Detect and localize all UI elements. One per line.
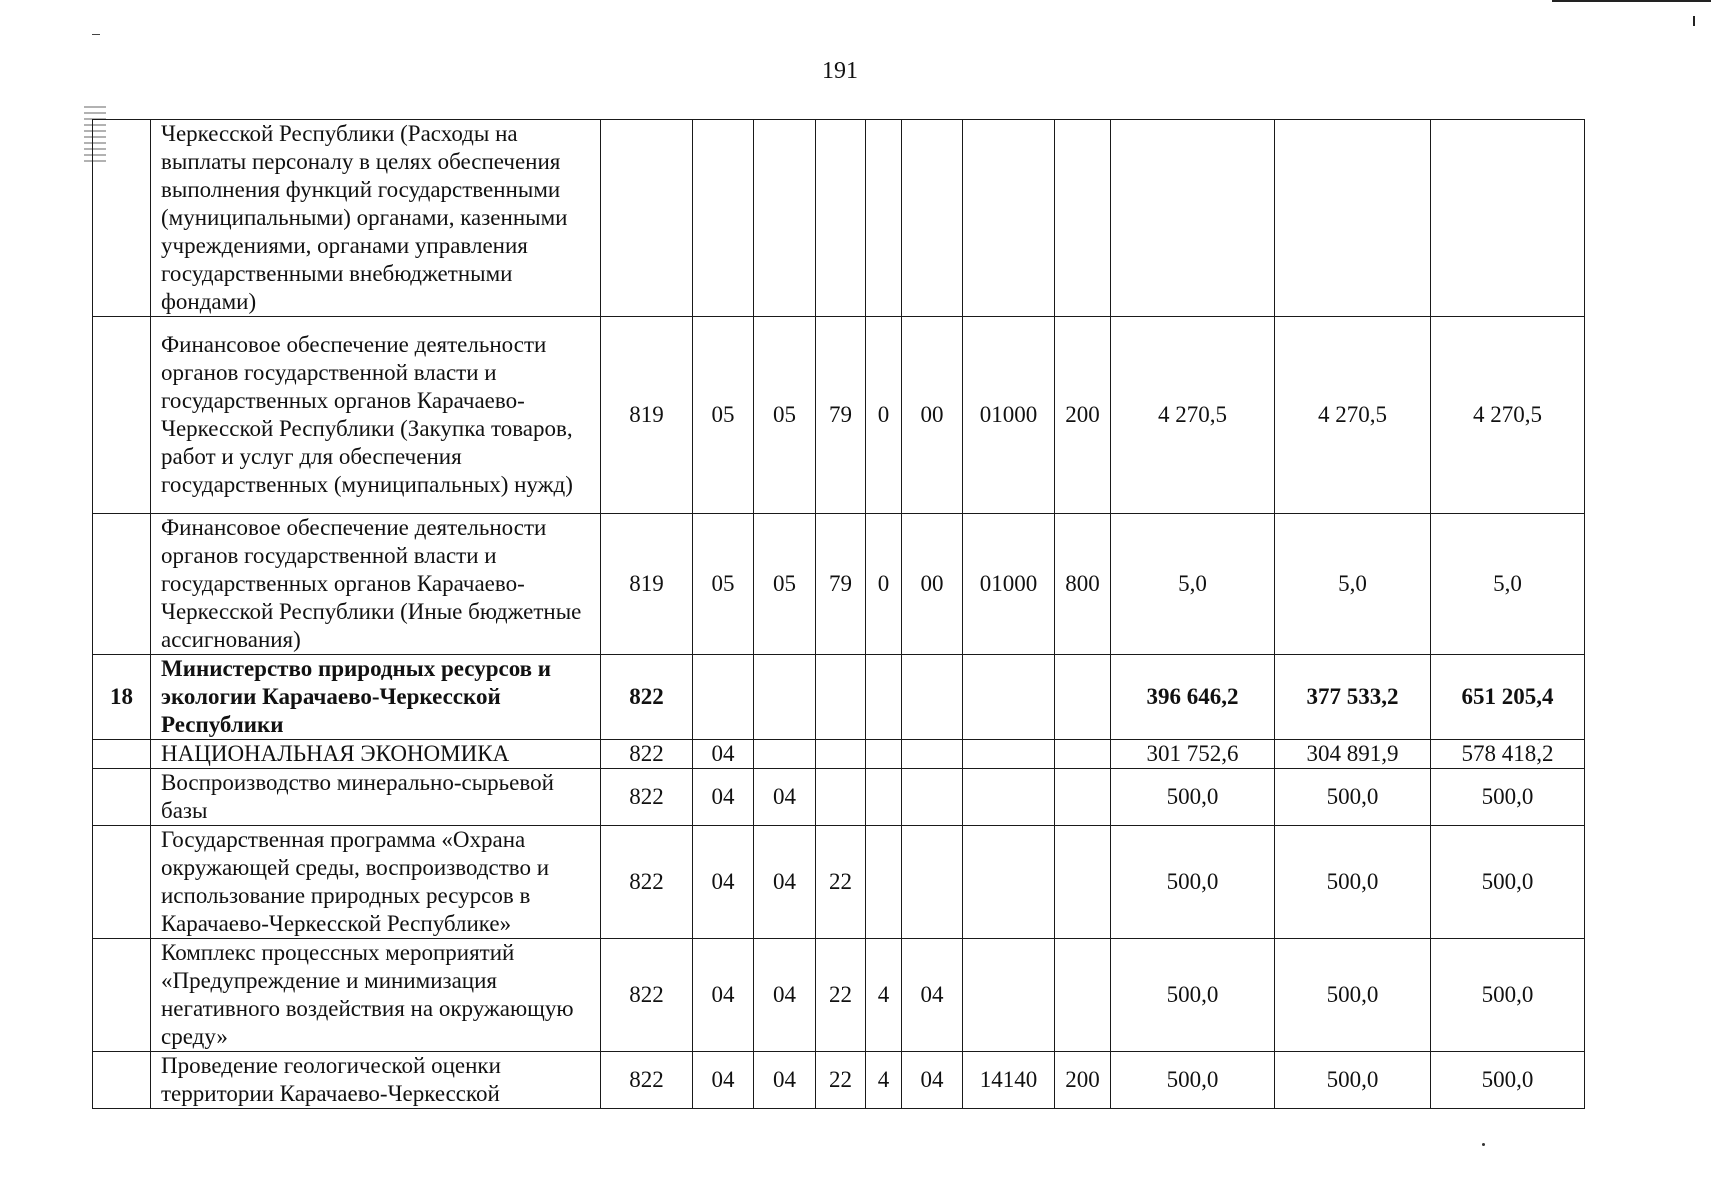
scan-artifact-tick	[1693, 16, 1695, 26]
item-name-cell: Черкесской Республики (Расходы на выплаты персоналу в целях обеспечения выполнения функций государственными (муниципальными) органами, казенными учреждениями, органами управления государственными внебюджетными фондами)	[151, 120, 601, 317]
expense-type-cell	[1055, 740, 1111, 769]
measure-code-cell	[902, 120, 963, 317]
ministry-code-cell	[601, 120, 693, 317]
section-code-cell: 04	[693, 939, 754, 1052]
expense-type-cell	[1055, 826, 1111, 939]
table-row	[93, 826, 1585, 939]
amount-year3-cell: 5,0	[1431, 514, 1585, 655]
amount-year3-cell: 500,0	[1431, 1052, 1585, 1109]
measure-code-cell	[902, 740, 963, 769]
ministry-code-cell: 822	[601, 939, 693, 1052]
section-code-cell: 04	[693, 740, 754, 769]
subsection-code-cell: 05	[754, 317, 816, 514]
subprogram-code-cell: 0	[866, 514, 902, 655]
program-code-cell	[816, 655, 866, 740]
amount-year3-cell: 500,0	[1431, 826, 1585, 939]
expense-type-cell	[1055, 655, 1111, 740]
ministry-code-cell: 822	[601, 826, 693, 939]
program-code-cell: 79	[816, 317, 866, 514]
item-name-cell: Министерство природных ресурсов и экологии Карачаево-Черкесской Республики	[151, 655, 601, 740]
subprogram-code-cell	[866, 740, 902, 769]
section-code-cell: 04	[693, 826, 754, 939]
table-row	[93, 1052, 1585, 1109]
item-name-cell: Проведение геологической оценки территории Карачаево-Черкесской	[151, 1052, 601, 1109]
direction-code-cell: 01000	[963, 514, 1055, 655]
ministry-code-cell: 822	[601, 769, 693, 826]
amount-year3-cell: 651 205,4	[1431, 655, 1585, 740]
table-row	[93, 939, 1585, 1052]
amount-year1-cell: 500,0	[1111, 826, 1275, 939]
amount-year1-cell: 500,0	[1111, 769, 1275, 826]
amount-year3-cell	[1431, 120, 1585, 317]
table-row	[93, 740, 1585, 769]
row-number-cell	[93, 120, 151, 317]
section-code-cell: 05	[693, 317, 754, 514]
ministry-code-cell: 822	[601, 655, 693, 740]
row-number-cell	[93, 317, 151, 514]
subsection-code-cell: 04	[754, 939, 816, 1052]
program-code-cell: 79	[816, 514, 866, 655]
amount-year1-cell: 4 270,5	[1111, 317, 1275, 514]
item-name-cell: НАЦИОНАЛЬНАЯ ЭКОНОМИКА	[151, 740, 601, 769]
subprogram-code-cell	[866, 769, 902, 826]
scan-artifact-line	[1552, 0, 1711, 2]
subprogram-code-cell: 4	[866, 939, 902, 1052]
measure-code-cell: 00	[902, 514, 963, 655]
amount-year2-cell	[1275, 120, 1431, 317]
subsection-code-cell	[754, 740, 816, 769]
amount-year2-cell: 5,0	[1275, 514, 1431, 655]
table-row	[93, 120, 1585, 317]
subprogram-code-cell	[866, 826, 902, 939]
amount-year2-cell: 500,0	[1275, 1052, 1431, 1109]
amount-year3-cell: 500,0	[1431, 769, 1585, 826]
program-code-cell: 22	[816, 1052, 866, 1109]
subprogram-code-cell: 4	[866, 1052, 902, 1109]
item-name-cell: Воспроизводство минерально-сырьевой базы	[151, 769, 601, 826]
subprogram-code-cell	[866, 120, 902, 317]
measure-code-cell	[902, 769, 963, 826]
direction-code-cell	[963, 120, 1055, 317]
direction-code-cell	[963, 939, 1055, 1052]
budget-table	[92, 119, 1585, 1109]
scan-artifact-dash	[92, 34, 100, 35]
amount-year2-cell: 500,0	[1275, 939, 1431, 1052]
subprogram-code-cell	[866, 655, 902, 740]
section-code-cell: 04	[693, 1052, 754, 1109]
amount-year1-cell: 500,0	[1111, 1052, 1275, 1109]
section-code-cell	[693, 120, 754, 317]
amount-year1-cell: 396 646,2	[1111, 655, 1275, 740]
expense-type-cell: 200	[1055, 1052, 1111, 1109]
amount-year1-cell: 301 752,6	[1111, 740, 1275, 769]
amount-year1-cell	[1111, 120, 1275, 317]
subsection-code-cell: 04	[754, 1052, 816, 1109]
section-code-cell	[693, 655, 754, 740]
amount-year2-cell: 500,0	[1275, 826, 1431, 939]
program-code-cell	[816, 769, 866, 826]
subsection-code-cell	[754, 655, 816, 740]
table-row	[93, 769, 1585, 826]
item-name-cell: Государственная программа «Охрана окружающей среды, воспроизводство и использование природных ресурсов в Карачаево-Черкесской Республике»	[151, 826, 601, 939]
direction-code-cell: 01000	[963, 317, 1055, 514]
ministry-code-cell: 819	[601, 514, 693, 655]
row-number-cell: 18	[93, 655, 151, 740]
program-code-cell	[816, 120, 866, 317]
item-name-cell: Комплекс процессных мероприятий «Предупреждение и минимизация негативного воздействия на окружающую среду»	[151, 939, 601, 1052]
row-number-cell	[93, 740, 151, 769]
expense-type-cell	[1055, 769, 1111, 826]
expense-type-cell: 800	[1055, 514, 1111, 655]
table-row	[93, 317, 1585, 514]
amount-year1-cell: 500,0	[1111, 939, 1275, 1052]
row-number-cell	[93, 514, 151, 655]
page-number: 191	[822, 58, 858, 84]
amount-year3-cell: 4 270,5	[1431, 317, 1585, 514]
measure-code-cell: 00	[902, 317, 963, 514]
measure-code-cell: 04	[902, 939, 963, 1052]
expense-type-cell	[1055, 120, 1111, 317]
measure-code-cell: 04	[902, 1052, 963, 1109]
expense-type-cell: 200	[1055, 317, 1111, 514]
amount-year2-cell: 500,0	[1275, 769, 1431, 826]
subsection-code-cell	[754, 120, 816, 317]
direction-code-cell	[963, 740, 1055, 769]
ministry-code-cell: 819	[601, 317, 693, 514]
row-number-cell	[93, 1052, 151, 1109]
row-number-cell	[93, 769, 151, 826]
section-code-cell: 04	[693, 769, 754, 826]
amount-year1-cell: 5,0	[1111, 514, 1275, 655]
subsection-code-cell: 04	[754, 769, 816, 826]
table-row	[93, 514, 1585, 655]
item-name-cell: Финансовое обеспечение деятельности органов государственной власти и государственных органов Карачаево-Черкесской Республики (Иные бюджетные ассигнования)	[151, 514, 601, 655]
direction-code-cell: 14140	[963, 1052, 1055, 1109]
direction-code-cell	[963, 826, 1055, 939]
direction-code-cell	[963, 655, 1055, 740]
program-code-cell: 22	[816, 939, 866, 1052]
subsection-code-cell: 05	[754, 514, 816, 655]
expense-type-cell	[1055, 939, 1111, 1052]
subsection-code-cell: 04	[754, 826, 816, 939]
section-code-cell: 05	[693, 514, 754, 655]
amount-year3-cell: 578 418,2	[1431, 740, 1585, 769]
item-name-cell: Финансовое обеспечение деятельности органов государственной власти и государственных органов Карачаево-Черкесской Республики (Закупка товаров, работ и услуг для обеспечения государственных (муниципальных) нужд)	[151, 317, 601, 514]
amount-year2-cell: 377 533,2	[1275, 655, 1431, 740]
measure-code-cell	[902, 826, 963, 939]
ministry-code-cell: 822	[601, 1052, 693, 1109]
scan-artifact-dot	[1482, 1143, 1485, 1146]
ministry-code-cell: 822	[601, 740, 693, 769]
subprogram-code-cell: 0	[866, 317, 902, 514]
measure-code-cell	[902, 655, 963, 740]
row-number-cell	[93, 826, 151, 939]
amount-year3-cell: 500,0	[1431, 939, 1585, 1052]
row-number-cell	[93, 939, 151, 1052]
program-code-cell	[816, 740, 866, 769]
amount-year2-cell: 4 270,5	[1275, 317, 1431, 514]
table-row	[93, 655, 1585, 740]
direction-code-cell	[963, 769, 1055, 826]
program-code-cell: 22	[816, 826, 866, 939]
amount-year2-cell: 304 891,9	[1275, 740, 1431, 769]
